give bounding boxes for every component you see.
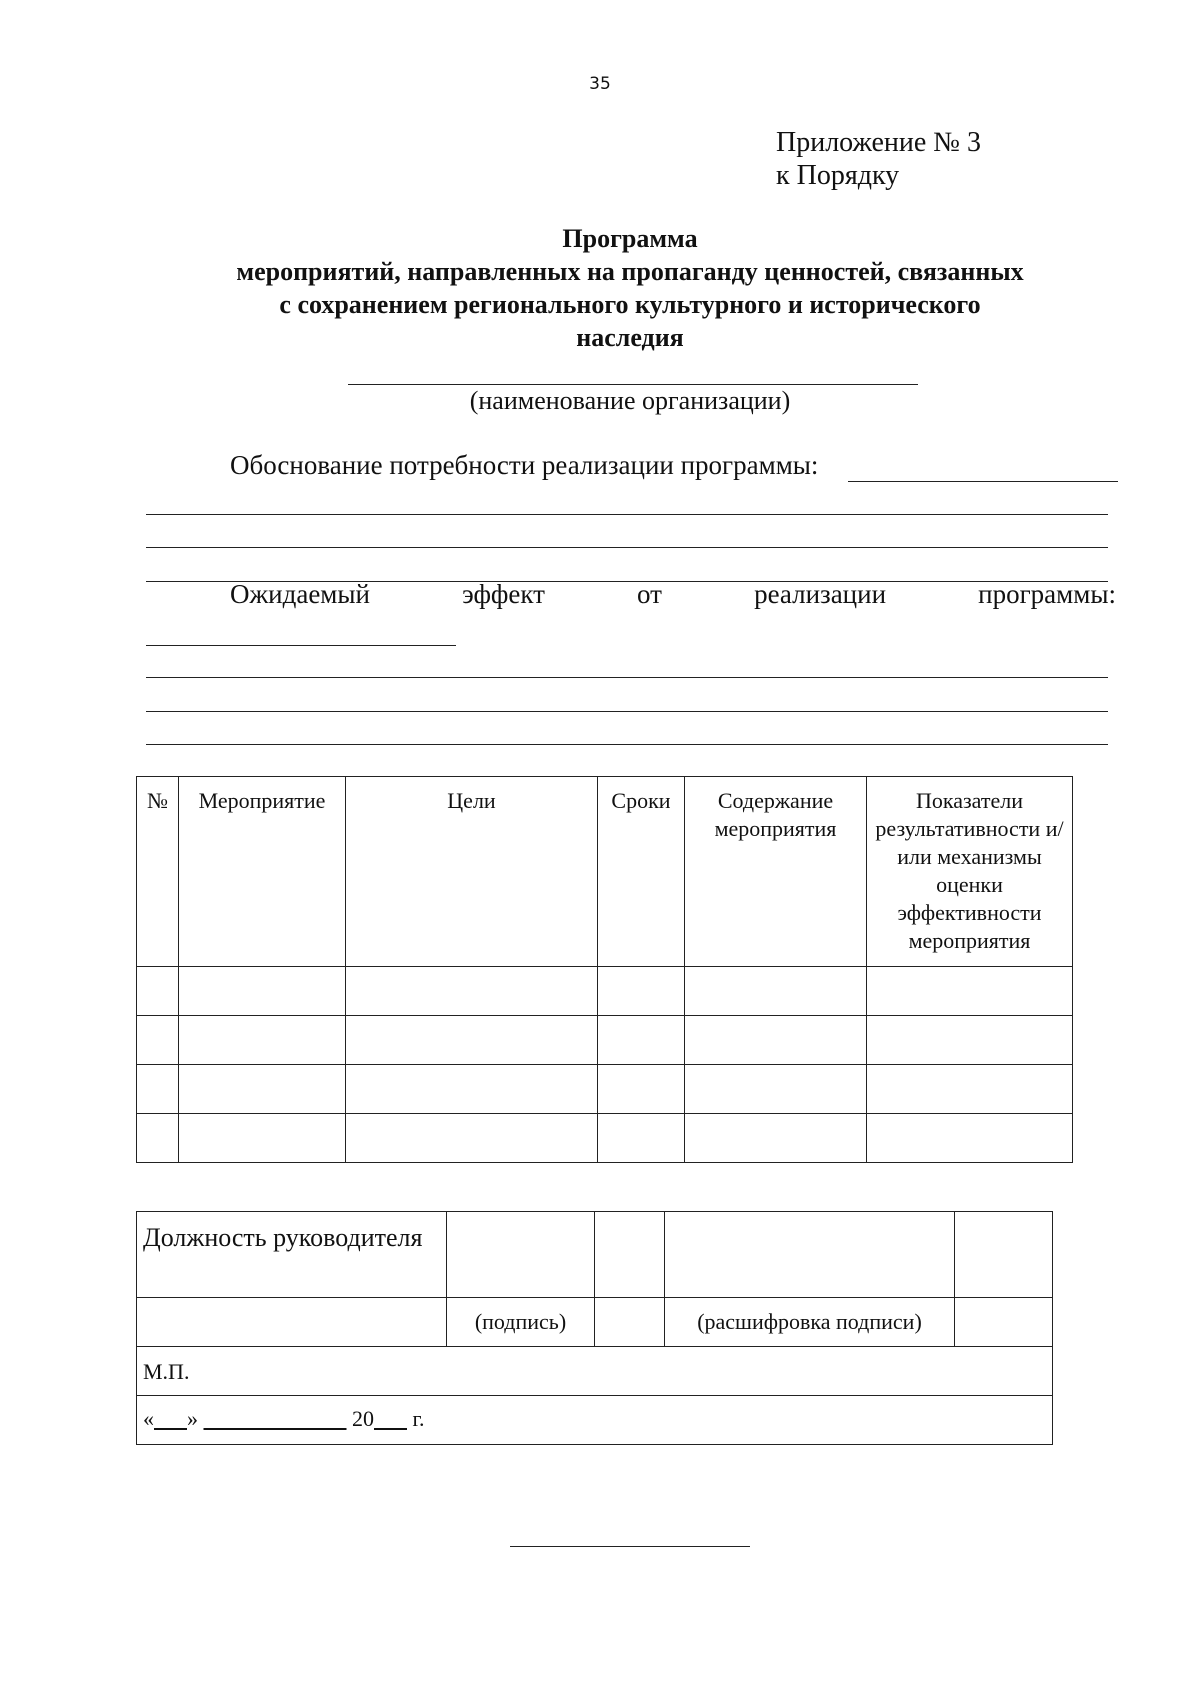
table-cell[interactable] [346, 1065, 598, 1114]
effect-word-2: эффект [462, 579, 545, 609]
table-cell[interactable] [598, 967, 685, 1016]
column-header-goals: Цели [346, 777, 598, 967]
organization-caption: (наименование организации) [469, 386, 791, 415]
date-year-blank[interactable] [374, 1406, 407, 1431]
appendix-number: Приложение № 3 [776, 127, 981, 158]
column-header-indicators: Показатели результативности и/или механизмы оценки эффективности мероприятия [867, 777, 1073, 967]
date-open-quote: « [143, 1406, 154, 1431]
date-year-prefix: 20 [352, 1406, 374, 1431]
table-cell[interactable] [179, 1016, 346, 1065]
date-month-blank[interactable] [204, 1406, 347, 1431]
table-row [137, 1065, 1073, 1114]
table-row [137, 1114, 1073, 1163]
table-row [137, 967, 1073, 1016]
column-header-event: Мероприятие [179, 777, 346, 967]
effect-field-line-4[interactable] [146, 744, 1108, 745]
effect-field-line-1[interactable] [146, 645, 456, 646]
table-cell[interactable] [598, 1065, 685, 1114]
signature-field[interactable] [447, 1212, 595, 1298]
events-table-header-row [137, 777, 1073, 967]
effect-field-line-2[interactable] [146, 677, 1108, 678]
appendix-order: к Порядку [776, 160, 900, 191]
decoding-caption: (расшифровка подписи) [665, 1298, 955, 1347]
spacer-cell [595, 1212, 665, 1298]
table-cell[interactable] [137, 1114, 179, 1163]
effect-word-1: Ожидаемый [230, 579, 370, 609]
table-cell[interactable] [867, 1065, 1073, 1114]
effect-word-3: от [637, 579, 662, 609]
table-cell[interactable] [137, 967, 179, 1016]
title-line-2: мероприятий, направленных на пропаганду ценностей, связанных [236, 257, 1024, 286]
column-header-terms: Сроки [598, 777, 685, 967]
empty-cell [595, 1298, 665, 1347]
table-cell[interactable] [685, 967, 867, 1016]
date-day-blank[interactable] [154, 1406, 187, 1431]
signature-caption: (подпись) [447, 1298, 595, 1347]
table-row [137, 1016, 1073, 1065]
justification-field-line-2[interactable] [146, 514, 1108, 515]
justification-label: Обоснование потребности реализации программы: [230, 450, 819, 480]
empty-cell [137, 1298, 447, 1347]
position-label: Должность руководителя [137, 1212, 447, 1298]
table-cell[interactable] [598, 1016, 685, 1065]
signature-decoding-field[interactable] [665, 1212, 955, 1298]
signature-table [136, 1211, 1053, 1445]
table-cell[interactable] [685, 1065, 867, 1114]
expected-effect-label [230, 579, 1116, 610]
date-year-suffix: г. [412, 1406, 425, 1431]
effect-word-4: реализации [754, 579, 887, 609]
date-close-quote: » [187, 1406, 198, 1431]
spacer-cell [955, 1212, 1053, 1298]
table-cell[interactable] [867, 1114, 1073, 1163]
table-cell[interactable] [346, 1016, 598, 1065]
table-cell[interactable] [598, 1114, 685, 1163]
table-cell[interactable] [179, 1114, 346, 1163]
table-cell[interactable] [137, 1016, 179, 1065]
table-cell[interactable] [179, 967, 346, 1016]
effect-field-line-3[interactable] [146, 711, 1108, 712]
date-field[interactable] [137, 1396, 1053, 1445]
table-cell[interactable] [685, 1016, 867, 1065]
table-cell[interactable] [137, 1065, 179, 1114]
column-header-number: № [137, 777, 179, 967]
table-cell[interactable] [867, 1016, 1073, 1065]
page-number: 35 [589, 74, 611, 94]
justification-field-line-3[interactable] [146, 547, 1108, 548]
stamp-label: М.П. [137, 1347, 1053, 1396]
title-line-3: с сохранением регионального культурного и исторического [279, 290, 981, 319]
title-line-4: наследия [576, 323, 684, 352]
events-table [136, 776, 1073, 1163]
table-cell[interactable] [346, 967, 598, 1016]
table-cell[interactable] [685, 1114, 867, 1163]
title-line-1: Программа [562, 224, 698, 253]
document-title [150, 222, 1110, 354]
appendix-reference [776, 126, 981, 192]
empty-cell [955, 1298, 1053, 1347]
table-cell[interactable] [179, 1065, 346, 1114]
table-cell[interactable] [867, 967, 1073, 1016]
justification-field-line-1[interactable] [848, 481, 1118, 482]
effect-word-5: программы: [978, 579, 1116, 609]
column-header-content: Содержание мероприятия [685, 777, 867, 967]
table-cell[interactable] [346, 1114, 598, 1163]
closing-divider [510, 1546, 750, 1547]
organization-name-field[interactable] [348, 384, 918, 385]
